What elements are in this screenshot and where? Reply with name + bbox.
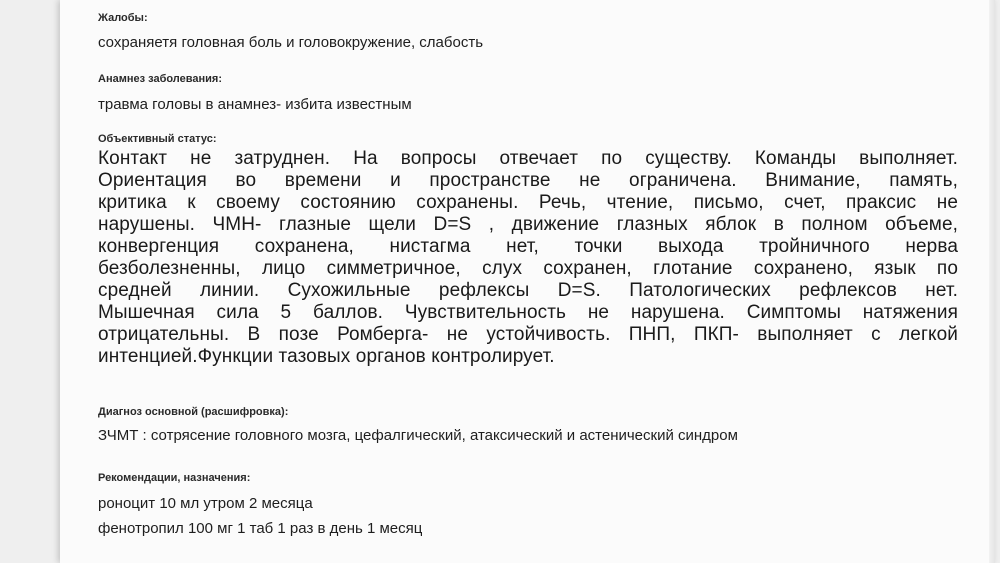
status-line: отрицательны. В позе Ромберга- не устойчивость. ПНП, ПКП- выполняет с легкой	[98, 324, 958, 345]
status-line: средней линии. Сухожильные рефлексы D=S. Патологических рефлексов нет.	[98, 280, 958, 301]
status-line: Контакт не затруднен. На вопросы отвечает по существу. Команды выполняет.	[98, 148, 958, 169]
objective-status-label: Объективный статус:	[98, 133, 217, 145]
objective-status-text	[98, 148, 958, 368]
recommendations-label: Рекомендации, назначения:	[98, 472, 251, 484]
diagnosis-label: Диагноз основной (расшифровка):	[98, 406, 289, 418]
anamnesis-text: травма головы в анамнез- избита известным	[98, 96, 412, 113]
status-line: Ориентация во времени и пространстве не ограничена. Внимание, память,	[98, 170, 958, 191]
status-line: интенцией.Функции тазовых органов контролирует.	[98, 346, 555, 367]
page-edge-shadow	[989, 0, 995, 563]
complaints-text: сохраняетя головная боль и головокружение, слабость	[98, 34, 484, 51]
document-page	[60, 0, 995, 563]
anamnesis-label: Анамнез заболевания:	[98, 73, 222, 85]
status-line: безболезненны, лицо симметричное, слух сохранен, глотание сохранено, язык по	[98, 258, 958, 279]
status-line: критика к своему состоянию сохранены. Речь, чтение, письмо, счет, праксис не	[98, 192, 958, 213]
status-line: Мышечная сила 5 баллов. Чувствительность не нарушена. Симптомы натяжения	[98, 302, 958, 323]
status-line: нарушены. ЧМН- глазные щели D=S , движение глазных яблок в полном объеме,	[98, 214, 958, 235]
recommendation-item: фенотропил 100 мг 1 таб 1 раз в день 1 месяц	[98, 520, 423, 537]
recommendation-item: роноцит 10 мл утром 2 месяца	[98, 495, 313, 512]
diagnosis-text: ЗЧМТ : сотрясение головного мозга, цефалгический, атаксический и астенический синдром	[98, 427, 738, 444]
complaints-label: Жалобы:	[98, 12, 148, 24]
status-line: конвергенция сохранена, нистагма нет, точки выхода тройничного нерва	[98, 236, 958, 257]
